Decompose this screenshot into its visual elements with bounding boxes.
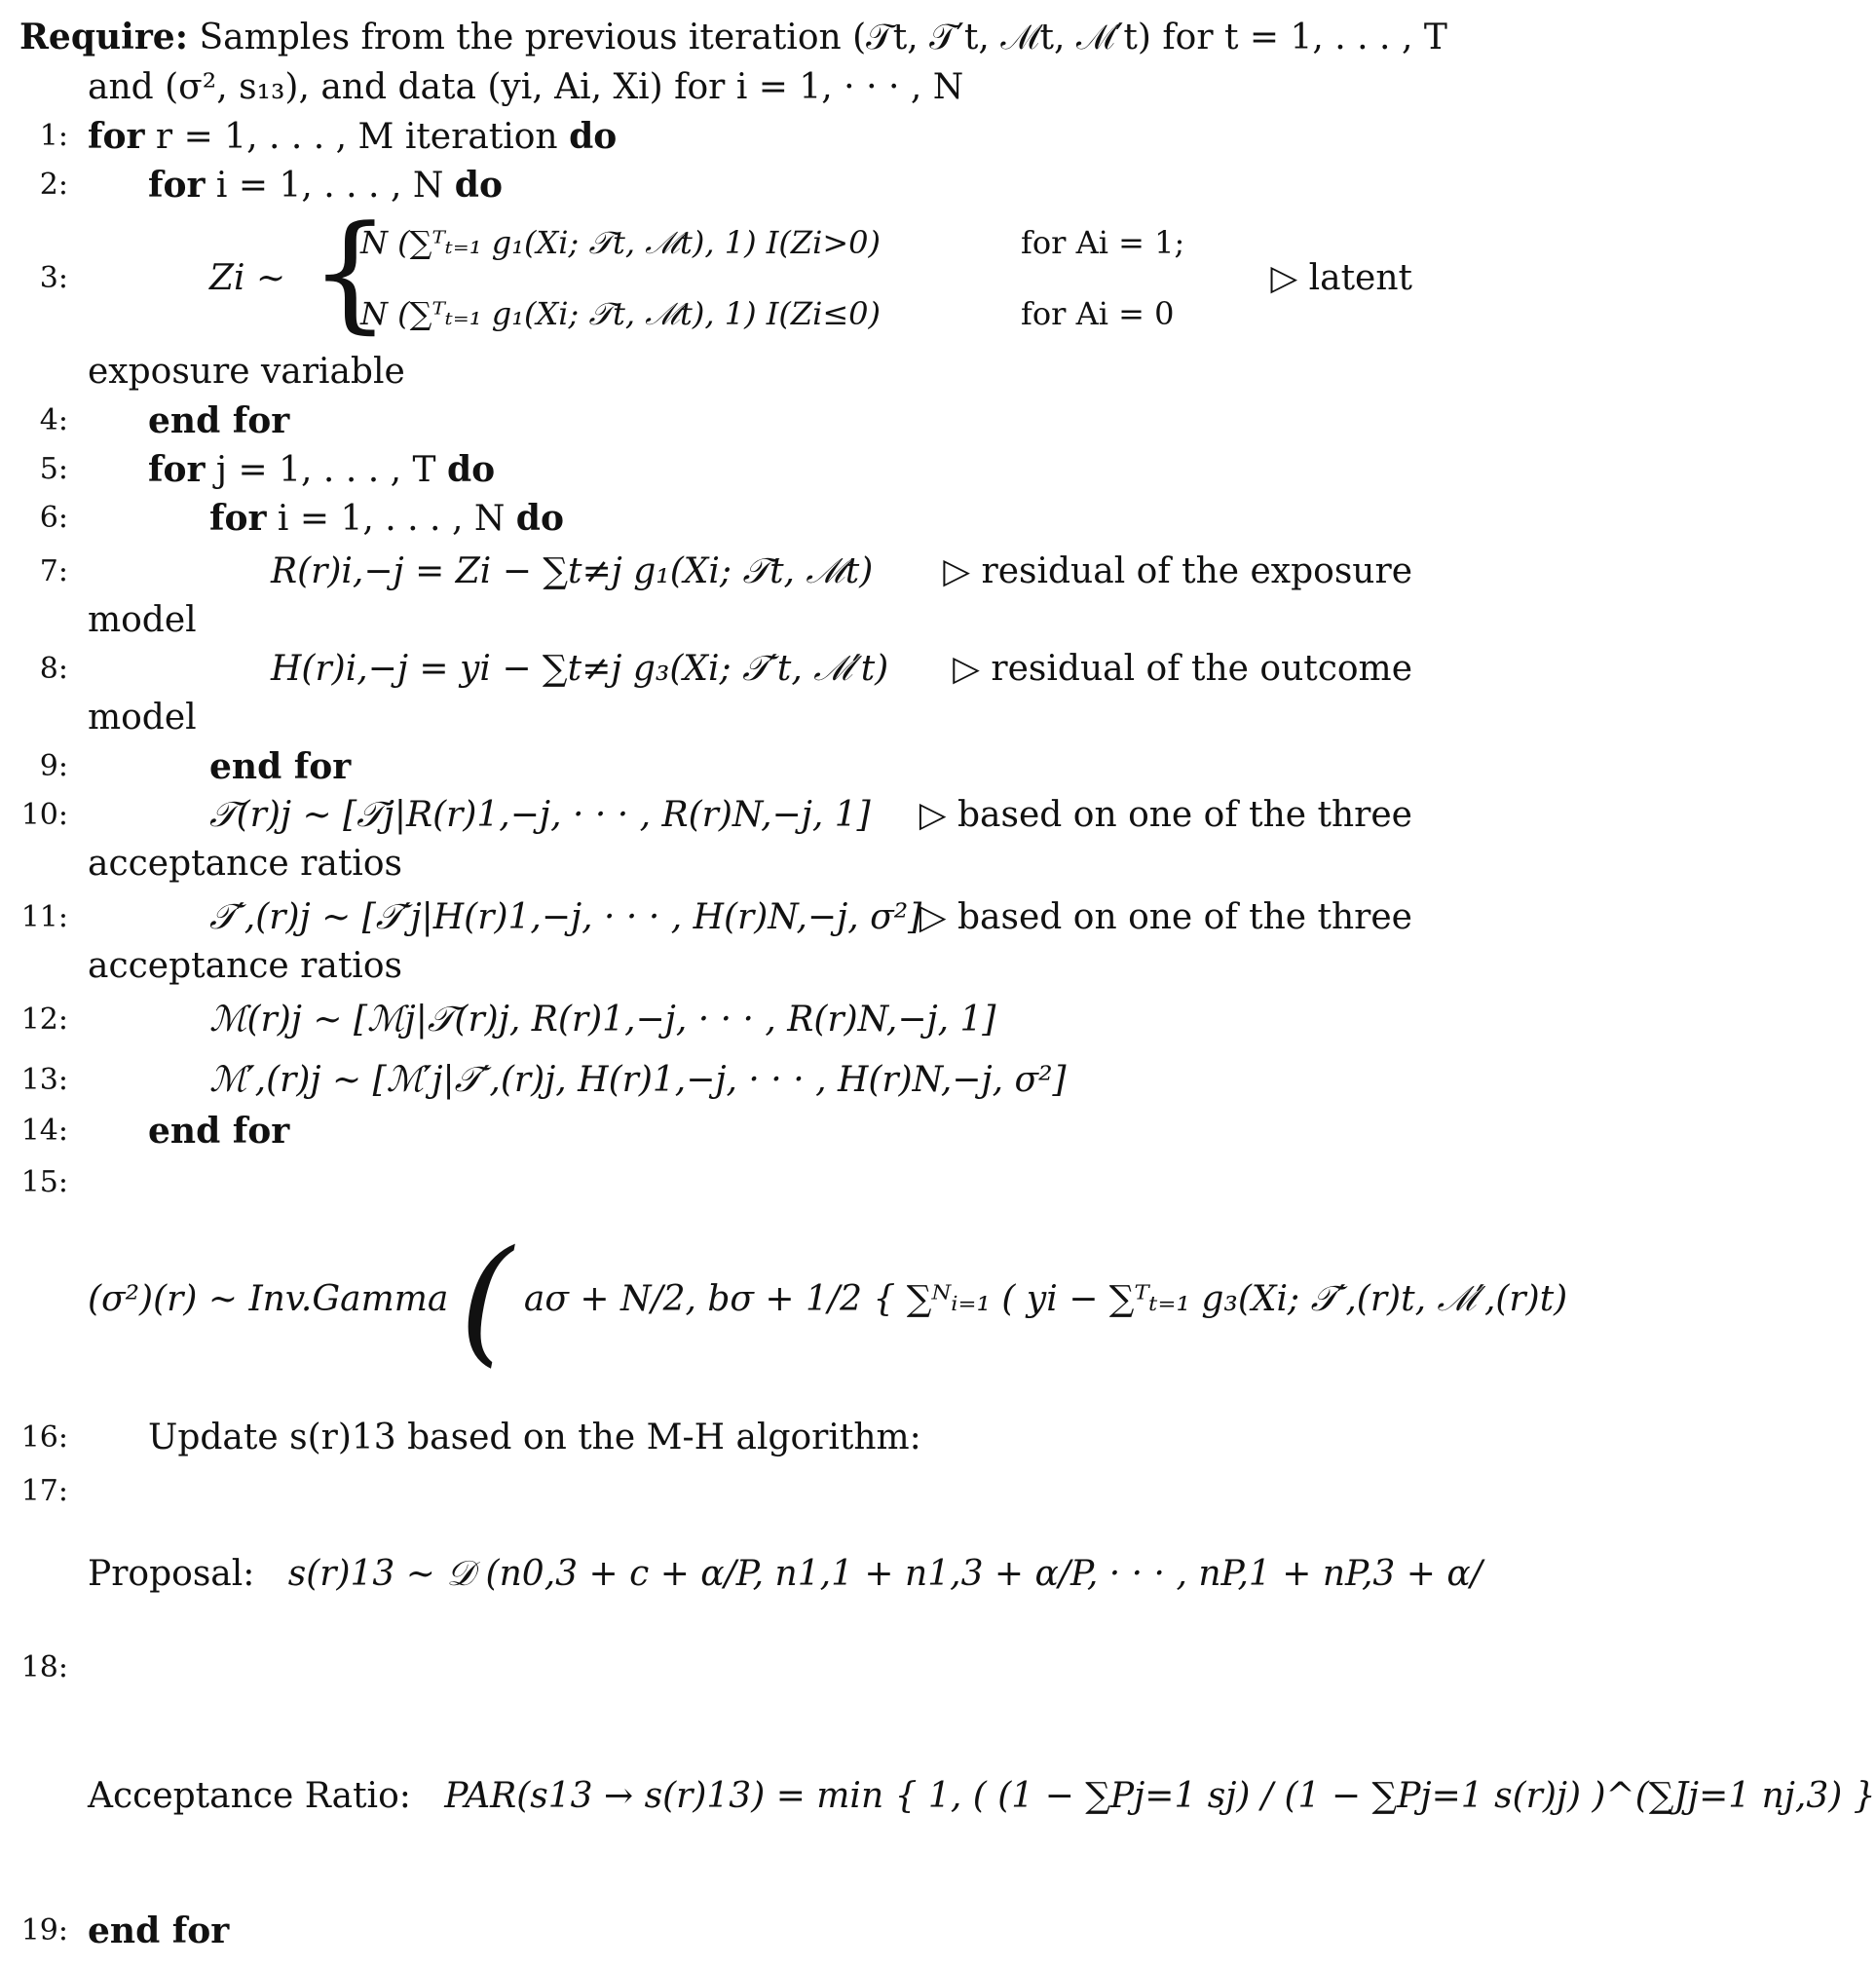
algo-line-6: [0, 495, 1436, 542]
line-number: 15:: [20, 1165, 68, 1199]
case-2-expr: N (∑ᵀₜ₌₁ g₁(Xi; 𝒯t, ℳt), 1) I(Zi≤0): [360, 295, 881, 332]
wrap-text: model: [88, 600, 197, 640]
leaf-prime-update-expr: ℳ′,(r)j ∼ [ℳ′j|𝒯′,(r)j, H(r)1,−j, · · · , H(r)N,−j, σ²]: [209, 1060, 1067, 1100]
algo-line-3-wrap: [0, 349, 1436, 396]
loop-range: r = 1, . . . , M iteration: [155, 117, 558, 157]
algo-line-7-wrap: [0, 597, 1436, 644]
case-1-cond: for Ai = 1;: [1021, 224, 1185, 261]
keyword-for: for: [209, 498, 267, 539]
keyword-do: do: [446, 449, 496, 490]
sigma-rhs: aσ + N/2, bσ + 1/2 { ∑ᴺᵢ₌₁ ( yi − ∑ᵀₜ₌₁ g₃(Xi; 𝒯′,(r)t, ℳ′,(r)t): [523, 1279, 1568, 1319]
algo-line-11: [0, 894, 1436, 941]
algo-line-4: [0, 397, 1436, 444]
line-number: 17:: [20, 1474, 68, 1508]
line-number: 12:: [20, 1002, 68, 1037]
require-line-2: [0, 64, 1436, 111]
line-number: 18:: [20, 1650, 68, 1684]
algo-line-9: [0, 743, 1436, 790]
paren-open: (: [459, 1222, 513, 1381]
line-number: 16:: [20, 1420, 68, 1455]
case-1: [0, 219, 1436, 266]
case-2: [0, 290, 1436, 337]
case-1-expr: N (∑ᵀₜ₌₁ g₁(Xi; 𝒯t, ℳt), 1) I(Zi>0): [360, 224, 881, 261]
algo-line-11-wrap: [0, 943, 1436, 990]
algo-line-13: [0, 1057, 1436, 1104]
line-number: 6:: [39, 501, 68, 535]
require-text-2: and (σ², s₁₃), and data (yi, Ai, Xi) for i = 1, · · · , N: [88, 67, 964, 107]
line-number: 9:: [39, 749, 68, 783]
algo-line-12: [0, 997, 1436, 1043]
keyword-end-for: end for: [88, 1910, 230, 1951]
line-number: 5:: [39, 452, 68, 486]
keyword-do: do: [454, 165, 503, 206]
sigma-lhs: (σ²)(r) ∼ Inv.Gamma: [88, 1279, 449, 1319]
algo-line-17-formula: [0, 1551, 1482, 1598]
line-number: 10:: [20, 798, 68, 832]
algo-line-10: [0, 792, 1436, 839]
acceptance-expr: PAR(s13 → s(r)13) = min { 1, ( (1 − ∑Pj=1 sj) / (1 − ∑Pj=1 s(r)j) )^(∑Jj=1 nj,3) }: [444, 1776, 1876, 1816]
proposal-label: Proposal:: [88, 1554, 255, 1594]
algo-line-15: [0, 1159, 1436, 1206]
algo-line-16: [0, 1415, 1436, 1461]
algo-line-18-formula: [0, 1773, 1876, 1820]
algo-line-8: [0, 646, 1436, 693]
keyword-do: do: [569, 116, 618, 157]
keyword-end-for: end for: [148, 1111, 290, 1152]
line-number: 11:: [20, 900, 68, 934]
keyword-for: for: [88, 116, 145, 157]
keyword-for: for: [148, 165, 206, 206]
line-number: 2:: [39, 168, 68, 202]
line-number: 13:: [20, 1063, 68, 1097]
algo-line-15-formula: [0, 1222, 1568, 1381]
comment-residual-outcome: ▷ residual of the outcome: [953, 649, 1412, 689]
algo-line-19: [0, 1908, 1436, 1954]
keyword-for: for: [148, 449, 206, 490]
require-label: Require:: [19, 17, 189, 57]
keyword-do: do: [515, 498, 564, 539]
line-number: 19:: [20, 1913, 68, 1948]
keyword-end-for: end for: [209, 746, 352, 787]
algo-line-17: [0, 1468, 1436, 1515]
loop-range: j = 1, . . . , T: [215, 450, 436, 490]
comment-acceptance: ▷ based on one of the three: [919, 795, 1412, 835]
line-number: 14:: [20, 1114, 68, 1148]
line-number: 3:: [39, 261, 68, 295]
keyword-end-for: end for: [148, 400, 290, 441]
cases-brace: {: [310, 198, 391, 346]
case-2-cond: for Ai = 0: [1021, 295, 1175, 332]
leaf-update-expr: ℳ(r)j ∼ [ℳj|𝒯(r)j, R(r)1,−j, · · · , R(r)N,−j, 1]: [209, 1000, 996, 1040]
algo-line-14: [0, 1108, 1436, 1154]
latent-lhs: Zi ∼: [209, 258, 286, 298]
algo-line-1: [0, 113, 1436, 160]
line-number: 7:: [39, 554, 68, 588]
tree-update-expr: 𝒯(r)j ∼ [𝒯j|R(r)1,−j, · · · , R(r)N,−j, 1]: [209, 795, 871, 835]
algo-line-8-wrap: [0, 695, 1436, 741]
update-s13-text: Update s(r)13 based on the M-H algorithm:: [148, 1418, 921, 1457]
wrap-text: acceptance ratios: [88, 946, 402, 986]
require-line-1: [0, 14, 1447, 60]
wrap-text: model: [88, 698, 197, 738]
comment-residual-exposure: ▷ residual of the exposure: [943, 551, 1412, 591]
line-number: 8:: [39, 652, 68, 686]
algo-line-18: [0, 1645, 1436, 1691]
algo-line-2: [0, 162, 1436, 208]
residual-outcome-expr: H(r)i,−j = yi − ∑t≠j g₃(Xi; 𝒯′t, ℳ′t): [271, 649, 889, 689]
algo-line-5: [0, 446, 1436, 493]
line-number: 1:: [39, 119, 68, 153]
acceptance-label: Acceptance Ratio:: [88, 1776, 411, 1816]
loop-range: i = 1, . . . , N: [277, 499, 506, 539]
loop-range: i = 1, . . . , N: [215, 166, 444, 206]
line-number: 4:: [39, 403, 68, 437]
algo-line-10-wrap: [0, 841, 1436, 888]
algo-line-7: [0, 548, 1436, 595]
residual-exposure-expr: R(r)i,−j = Zi − ∑t≠j g₁(Xi; 𝒯t, ℳt): [271, 551, 874, 591]
tree-prime-update-expr: 𝒯′,(r)j ∼ [𝒯′j|H(r)1,−j, · · · , H(r)N,−j, σ²]: [209, 897, 922, 937]
comment-latent: ▷ latent: [1270, 258, 1412, 298]
wrap-text: exposure variable: [88, 352, 405, 392]
comment-acceptance: ▷ based on one of the three: [919, 897, 1412, 937]
require-text-1: Samples from the previous iteration (𝒯t, 𝒯′t, ℳt, ℳ′t) for t = 1, . . . , T: [199, 18, 1447, 57]
wrap-text: acceptance ratios: [88, 844, 402, 884]
proposal-expr: s(r)13 ∼ 𝒟 (n0,3 + c + α/P, n1,1 + n1,3 + α/P, · · · , nP,1 + nP,3 + α/: [287, 1554, 1482, 1594]
